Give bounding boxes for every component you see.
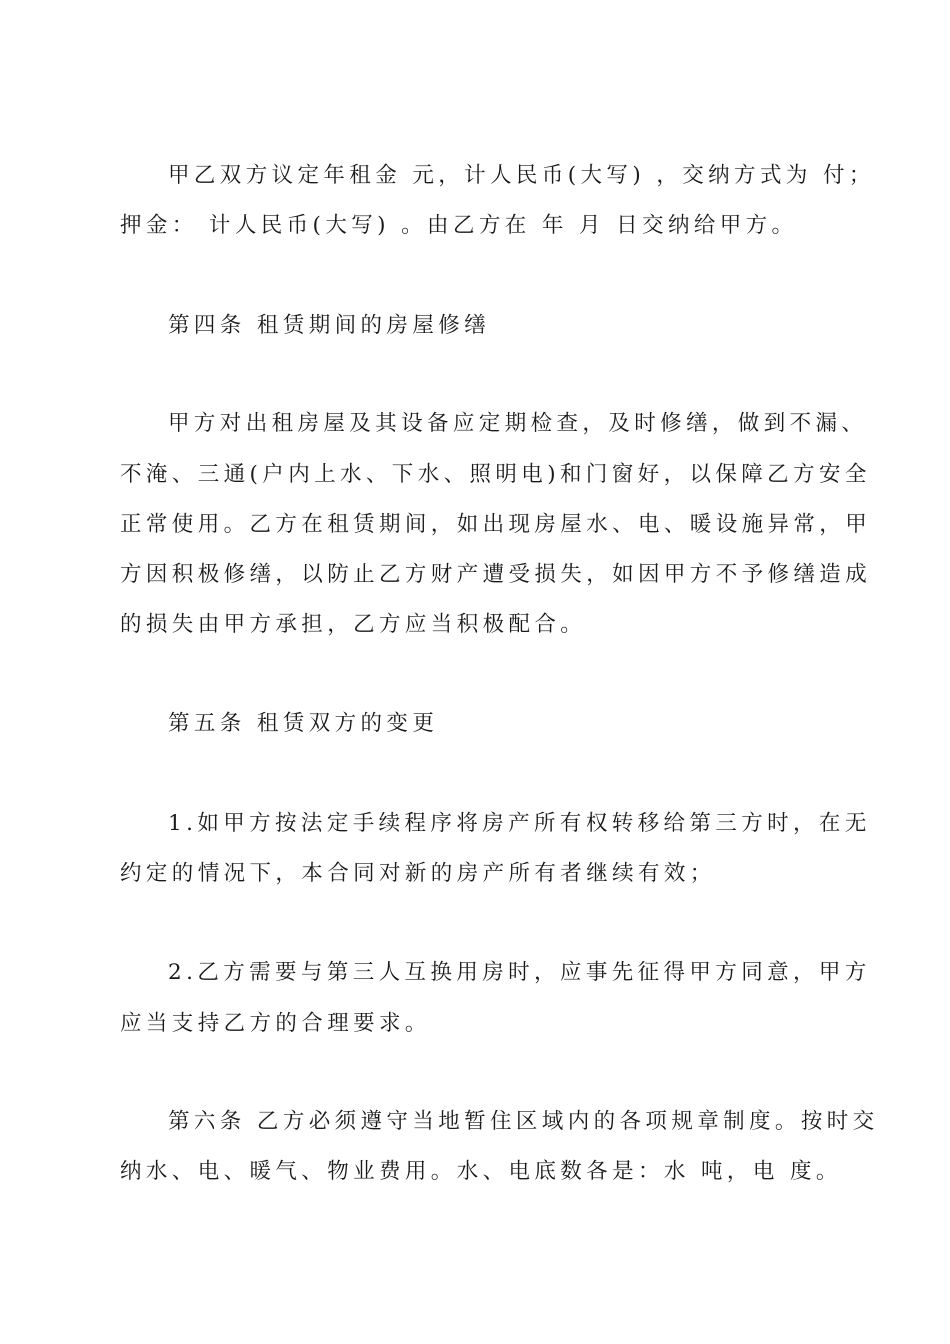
rent-paragraph-line-1: 甲乙双方议定年租金 元，计人民币(大写) ，交纳方式为 付； <box>168 163 875 188</box>
article-6-line-2: 纳水、电、暖气、物业费用。水、电底数各是：水 吨，电 度。 <box>120 1159 842 1184</box>
repair-paragraph-line-4: 方因积极修缮，以防止乙方财产遭受损失，如因甲方不予修缮造成 <box>120 562 872 587</box>
rent-paragraph-line-2: 押金： 计人民币(大写) 。由乙方在 年 月 日交纳给甲方。 <box>120 213 798 238</box>
change-1-line-2: 约定的情况下，本合同对新的房产所有者继续有效； <box>120 861 716 886</box>
repair-paragraph-line-3: 正常使用。乙方在租赁期间，如出现房屋水、电、暖设施异常，甲 <box>120 512 872 537</box>
repair-paragraph-line-2: 不淹、三通(户内上水、下水、照明电)和门窗好，以保障乙方安全 <box>120 462 871 487</box>
article-4-heading: 第四条 租赁期间的房屋修缮 <box>168 313 491 338</box>
change-2-line-2: 应当支持乙方的合理要求。 <box>120 1011 431 1036</box>
repair-paragraph-line-5: 的损失由甲方承担，乙方应当积极配合。 <box>120 612 587 637</box>
article-6-line-1: 第六条 乙方必须遵守当地暂住区域内的各项规章制度。按时交 <box>168 1109 879 1134</box>
repair-paragraph-line-1: 甲方对出租房屋及其设备应定期检查，及时修缮，做到不漏、 <box>168 411 868 436</box>
article-5-heading: 第五条 租赁双方的变更 <box>168 711 439 736</box>
change-1-line-1: 1.如甲方按法定手续程序将房产所有权转移给第三方时，在无 <box>168 811 871 836</box>
change-2-line-1: 2.乙方需要与第三人互换用房时，应事先征得甲方同意，甲方 <box>168 960 871 985</box>
